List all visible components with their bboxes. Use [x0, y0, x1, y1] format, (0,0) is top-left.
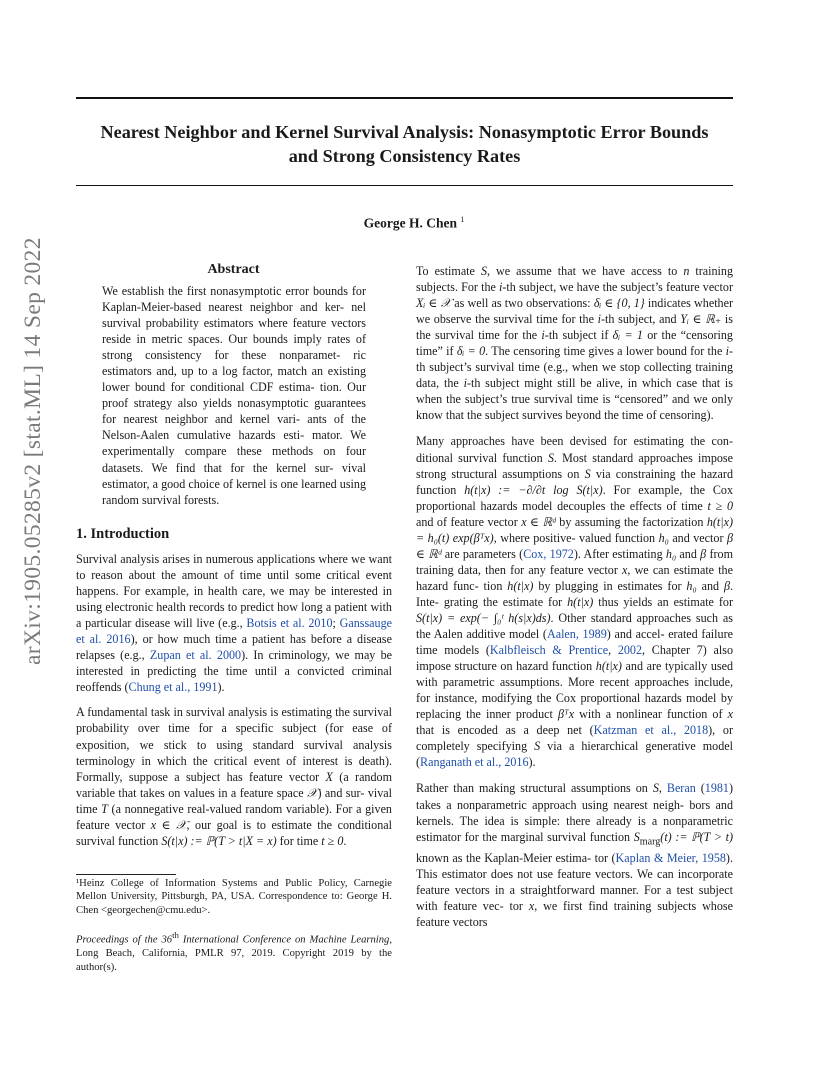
math-expression: i — [499, 280, 503, 295]
footnotes — [76, 877, 392, 974]
math-expression: (t) := ℙ(T > t) — [660, 829, 733, 844]
arxiv-stamp: arXiv:1905.05285v2 [stat.ML] 14 Sep 2022 — [20, 237, 46, 665]
section-heading-introduction: 1. Introduction — [76, 526, 170, 542]
math-expression: n — [683, 264, 690, 278]
math-expression: S(t|x) = exp(− ∫₀ᵗ h(s|x)ds) — [416, 610, 551, 625]
citation-link[interactable]: Botsis — [246, 616, 277, 631]
math-expression: S — [584, 466, 591, 481]
math-expression: βᵀx — [558, 707, 575, 722]
math-expression: β — [700, 546, 707, 561]
citation-link[interactable]: Kalbfleisch & Prentice — [489, 643, 609, 658]
citation-link[interactable]: Kaplan & Meier, 1958 — [615, 851, 726, 866]
citation-link[interactable]: 2002 — [617, 643, 642, 658]
math-expression: S — [534, 739, 541, 754]
footnote-rule — [76, 874, 176, 875]
math-expression: S — [547, 450, 554, 465]
math-expression: h(t|x) = h₀(t) exp(βᵀx) — [416, 514, 733, 545]
citation-link[interactable]: Zupan et al. 2000 — [149, 648, 242, 663]
intro-paragraph-2: A fundamental task in survival analysis is estimating the survival probability over time for a specific subject (for ease of exposition, we stick to using standard survival analysis terminology in which the critical event of interest is death). Formally, suppose a subject has feature vector X (a random variable that takes on values in a feature space 𝒳) and sur- vival time T (a nonnegative real-valued random variable). For a given feature vector x ∈ 𝒳, our goal is to estimate the conditional survival function S(t|x) := ℙ(T > t|X = x) for time t ≥ 0. — [76, 705, 392, 848]
math-expression: i — [725, 344, 729, 359]
author-name: George H. Chen — [363, 215, 457, 231]
math-expression: x — [622, 562, 628, 577]
citation-link[interactable]: et al. 2010 — [280, 616, 333, 631]
left-column-body — [76, 551, 392, 849]
author-line — [0, 215, 828, 232]
math-expression: x ∈ ℝᵈ — [521, 514, 556, 529]
math-expression: S — [480, 264, 487, 278]
math-expression: Xᵢ ∈ 𝒳 — [416, 296, 452, 311]
math-expression: h(t|x) — [595, 659, 622, 674]
citation-link[interactable]: 1972 — [549, 546, 574, 561]
math-expression: h₀ — [658, 530, 669, 545]
subscript: marg — [639, 836, 661, 847]
math-expression: x — [528, 899, 535, 914]
math-expression: i — [597, 312, 602, 327]
right-paragraph-3: Rather than making structural assumptions on S, Beran (1981) takes a nonparametric approach using nearest neigh- bors and kernels. The idea is simple: there already is a nonparametric estimator for the marginal survival function $S_{marg}(t)$ := ℙ(T > t) known as the Kaplan-Meier estima- tor (Kaplan & Meier, 1958). This estimator does not use feature vectors. We can incorporate feature vectors in a straightforward manner. For a test subject with feature vec- tor x, we first find training subjects whose feature vectors — [416, 781, 733, 930]
title-line-1: Nearest Neighbor and Kernel Survival Analysis: Nonasymptotic Error Bounds — [100, 122, 709, 142]
title-line-2: and Strong Consistency Rates — [288, 146, 521, 166]
math-expression: Learning — [350, 934, 390, 946]
citation-link[interactable]: Cox, — [523, 546, 547, 561]
math-expression: h₀ — [686, 578, 697, 593]
citation-link[interactable]: 1981 — [704, 781, 729, 796]
math-expression: h₀ — [665, 546, 677, 561]
math-expression: δᵢ ∈ {0, 1} — [593, 296, 645, 311]
right-column-body — [416, 263, 733, 930]
math-expression: h(t|x) — [567, 594, 594, 609]
paper-title — [76, 120, 733, 168]
math-expression: δᵢ = 1 — [612, 328, 643, 343]
math-expression: t ≥ 0 — [321, 833, 344, 848]
math-expression: Yᵢ ∈ ℝ₊ — [680, 312, 722, 327]
footnote-proceedings: Proceedings of the 36th International Conference on Machine Learning, Long Beach, California, PMLR 97, 2019. Copyright 2019 by the author(s). — [76, 930, 392, 973]
math-expression: Proceedings of the 36 — [76, 934, 173, 946]
superscript: th — [172, 930, 179, 941]
citation-link[interactable]: Beran — [666, 781, 696, 796]
math-expression: International Conference on Machine — [178, 934, 347, 946]
math-expression: δᵢ = 0 — [456, 344, 486, 359]
math-expression: S — [652, 781, 659, 796]
math-expression: β — [723, 578, 730, 593]
citation-link[interactable]: Ganssauge et al. 2016 — [76, 616, 393, 647]
right-paragraph-1: To estimate S, we assume that we have access to n training subjects. For the i-th subject, we have the subject’s feature vector Xᵢ ∈ 𝒳 as well as two observations: δᵢ ∈ {0, 1} indicates whether we observe the survival time for the i-th subject, and Yᵢ ∈ ℝ₊ is the survival time for the i-th subject if δᵢ = 1 or the “censoring time” if δᵢ = 0. The censoring time gives a lower bound for the i-th subject’s survival time (e.g., when we stop collecting training data, the i-th subject might still be alive, in which case that is when the subject’s true survival time is “censored” and we only know that the subject survives beyond the time of censoring). — [416, 264, 734, 423]
footnote-affiliation: ¹Heinz College of Information Systems and Public Policy, Carnegie Mellon University, Pittsburgh, PA, USA. Correspondence to: George H. Chen <georgechen@cmu.edu>. — [76, 878, 393, 916]
abstract-heading: Abstract — [207, 262, 260, 277]
math-expression: t ≥ 0 — [707, 498, 734, 513]
title-bottom-rule — [76, 185, 733, 186]
math-expression: S(t|x) := ℙ(T > t|X = x) — [161, 833, 277, 848]
top-rule — [76, 97, 733, 99]
math-expression: T — [101, 801, 108, 816]
citation-link[interactable]: Katzman et al., 2018 — [593, 723, 709, 738]
citation-link[interactable]: Aalen, 1989 — [546, 627, 607, 642]
math-expression: h(t|x) — [507, 578, 534, 593]
math-expression: S — [633, 829, 640, 844]
citation-link[interactable]: Chung et al., 1991 — [128, 680, 218, 695]
author-footnote-mark: 1 — [460, 215, 465, 224]
math-expression: h(t|x) := −∂/∂t log S(t|x) — [464, 482, 603, 497]
math-expression: X — [325, 769, 333, 784]
right-paragraph-2: Many approaches have been devised for estimating the con- ditional survival function S. Most standard approaches impose strong structural assumptions on S via constraining the hazard function h(t|x) := −∂/∂t log S(t|x). For example, the Cox proportional hazards model decouples the effects of time t ≥ 0 and of feature vector x ∈ ℝᵈ by assuming the factorization h(t|x) = h₀(t) exp(βᵀx), where positive- valued function h₀ and vector β ∈ ℝᵈ are parameters (Cox, 1972). After estimating h₀ and β from training data, then for any feature vector x, we can estimate the hazard func- tion h(t|x) by plugging in estimates for h₀ and β. Inte- grating the estimate for h(t|x) thus yields an estimate for S(t|x) = exp(− ∫₀ᵗ h(s|x)ds). Other standard approaches such as the Aalen additive model (Aalen, 1989) and accel- erated failure time models (Kalbfleisch & Prentice, 2002, Chapter 7) also impose structure on hazard function h(t|x) and are typically used with parametric assumptions. More recent approaches include, for instance, modifying the Cox proportional hazards model by replacing the inner product βᵀx with a nonlinear function of x that is encoded as a deep net (Katzman et al., 2018), or completely specifying S via a hierarchical generative model (Ranganath et al., 2016). — [416, 434, 734, 770]
abstract-paragraph: We establish the first nonasymptotic error bounds for Kaplan-Meier-based nearest neighbor and ker- nel survival probability estimators where feature vectors reside in metric spaces. Our bounds imply rates of strong consistency for these nonparamet- ric estimators and, up to a log factor, match an existing lower bound for conditional CDF estima- tion. Our proof strategy also yields nonasymptotic guarantees for nearest neighbor and kernel vari- ants of the Nelson-Aalen cumulative hazards esti- mator. We experimentally compare these methods on four datasets. We find that for the kernel sur- vival estimator, a good choice of kernel is one learned using random survival forests. — [102, 284, 367, 507]
math-expression: 𝒳 — [307, 785, 318, 800]
abstract-body — [102, 283, 366, 508]
math-expression: x — [727, 707, 733, 722]
citation-link[interactable]: Ranganath et al., 2016 — [420, 755, 529, 770]
math-expression: i — [463, 376, 467, 391]
math-expression: i — [541, 328, 545, 343]
math-expression: x ∈ 𝒳 — [150, 817, 187, 832]
math-expression: β ∈ ℝᵈ — [416, 530, 733, 561]
intro-paragraph-1: Survival analysis arises in numerous applications where we want to reason about the amount of time until some critical event happens. For example, in health care, we may be interested in using electronic health records to predict how long a patient with a particular disease will live (e.g., Botsis et al. 2010; Ganssauge et al. 2016), or how much time a patient has before a disease relapses (e.g., Zupan et al. 2000). In criminology, we may be interested in predicting the time until a convicted criminal reoffends (Chung et al., 1991). — [76, 552, 393, 695]
